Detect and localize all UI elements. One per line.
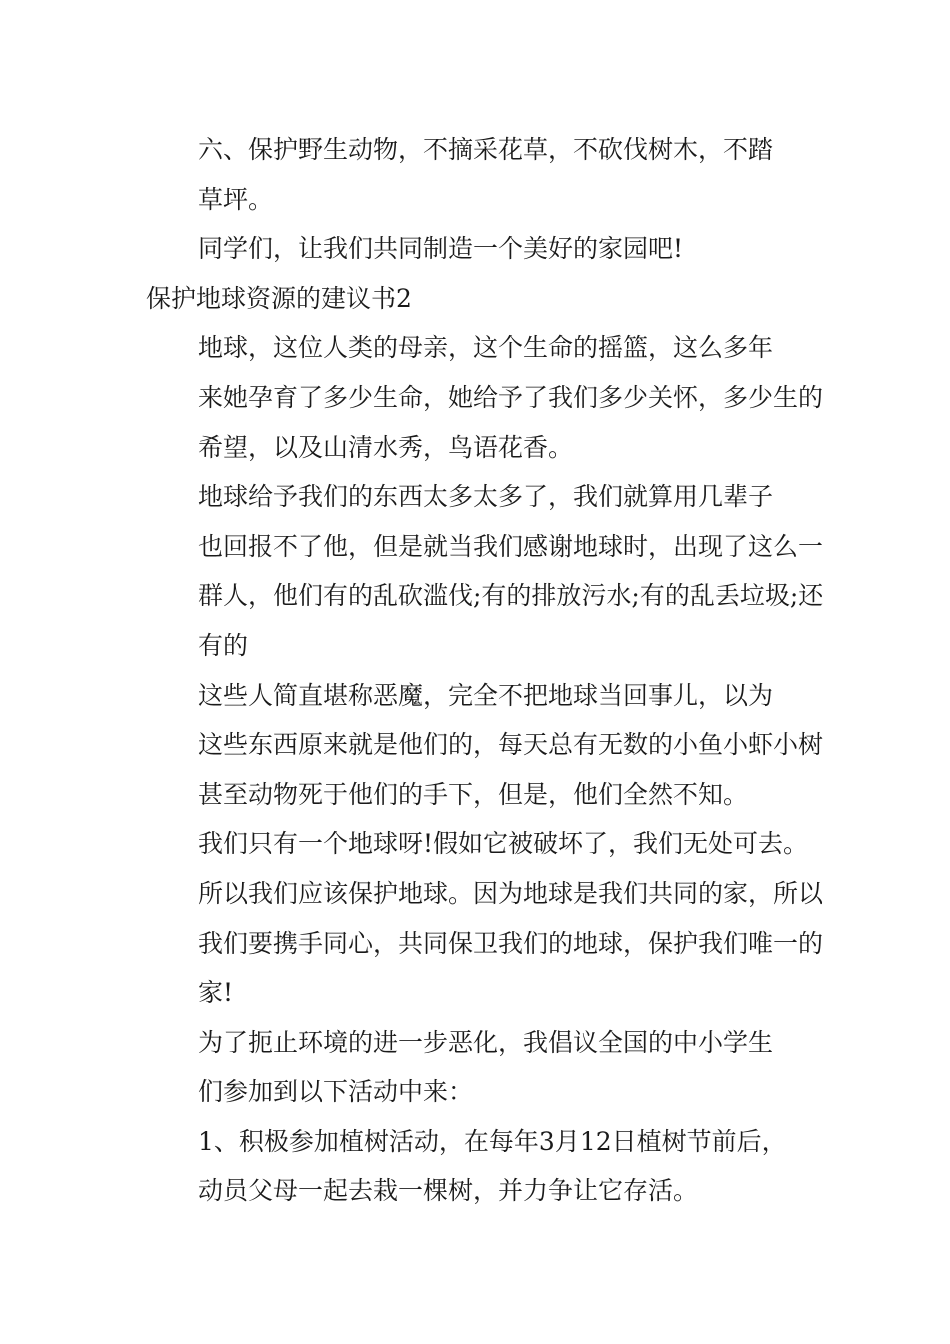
- text-line: 来她孕育了多少生命，她给予了我们多少关怀，多少生的: [198, 382, 824, 412]
- paragraph-tree-planting: [146, 1117, 826, 1216]
- paragraph-proposal: [146, 1018, 826, 1117]
- text-line: 家!: [198, 978, 234, 1008]
- text-line: 动员父母一起去栽一棵树，并力争让它存活。: [198, 1176, 699, 1206]
- paragraph-earth-mother: [146, 323, 826, 472]
- text-line: 草坪。: [198, 184, 274, 214]
- text-line: 也回报不了他，但是就当我们感谢地球时，出现了这么一: [198, 531, 824, 561]
- paragraph-earth-gifts: [146, 472, 826, 670]
- text-line: 这些人简直堪称恶魔，完全不把地球当回事儿，以为: [198, 680, 774, 710]
- text-line: 希望，以及山清水秀，鸟语花香。: [198, 432, 574, 462]
- text-line: 地球，这位人类的母亲，这个生命的摇篮，这么多年: [198, 333, 774, 363]
- document-body: [146, 125, 826, 1216]
- text-line: 这些东西原来就是他们的，每天总有无数的小鱼小虾小树: [198, 730, 824, 760]
- text-line: 1、积极参加植树活动，在每年3月12日植树节前后，: [198, 1126, 787, 1156]
- text-line: 我们要携手同心，共同保卫我们的地球，保护我们唯一的: [198, 928, 824, 958]
- paragraph-these-people: [146, 671, 826, 820]
- text-line: 们参加到以下活动中来：: [198, 1077, 474, 1107]
- text-line: 所以我们应该保护地球。因为地球是我们共同的家，所以: [198, 878, 824, 908]
- text-line: 甚至动物死于他们的手下，但是，他们全然不知。: [198, 779, 749, 809]
- text-line: 群人，他们有的乱砍滥伐;有的排放污水;有的乱丢垃圾;还: [198, 581, 824, 611]
- paragraph-closing-call: [146, 224, 826, 274]
- text-line: 有的: [198, 630, 249, 660]
- paragraph-one-earth: [146, 819, 826, 1017]
- text-line: 我们只有一个地球呀!假如它被破坏了，我们无处可去。: [198, 829, 809, 859]
- paragraph-protect-wildlife: [146, 125, 826, 224]
- text-line: 为了扼止环境的进一步恶化，我倡议全国的中小学生: [198, 1027, 774, 1057]
- section-heading: [146, 274, 826, 324]
- text-line: 六、保护野生动物，不摘采花草，不砍伐树木，不踏: [198, 135, 774, 164]
- text-line: 同学们，让我们共同制造一个美好的家园吧!: [198, 234, 684, 264]
- heading-text: 保护地球资源的建议书2: [146, 283, 412, 313]
- text-line: 地球给予我们的东西太多太多了，我们就算用几辈子: [198, 482, 774, 512]
